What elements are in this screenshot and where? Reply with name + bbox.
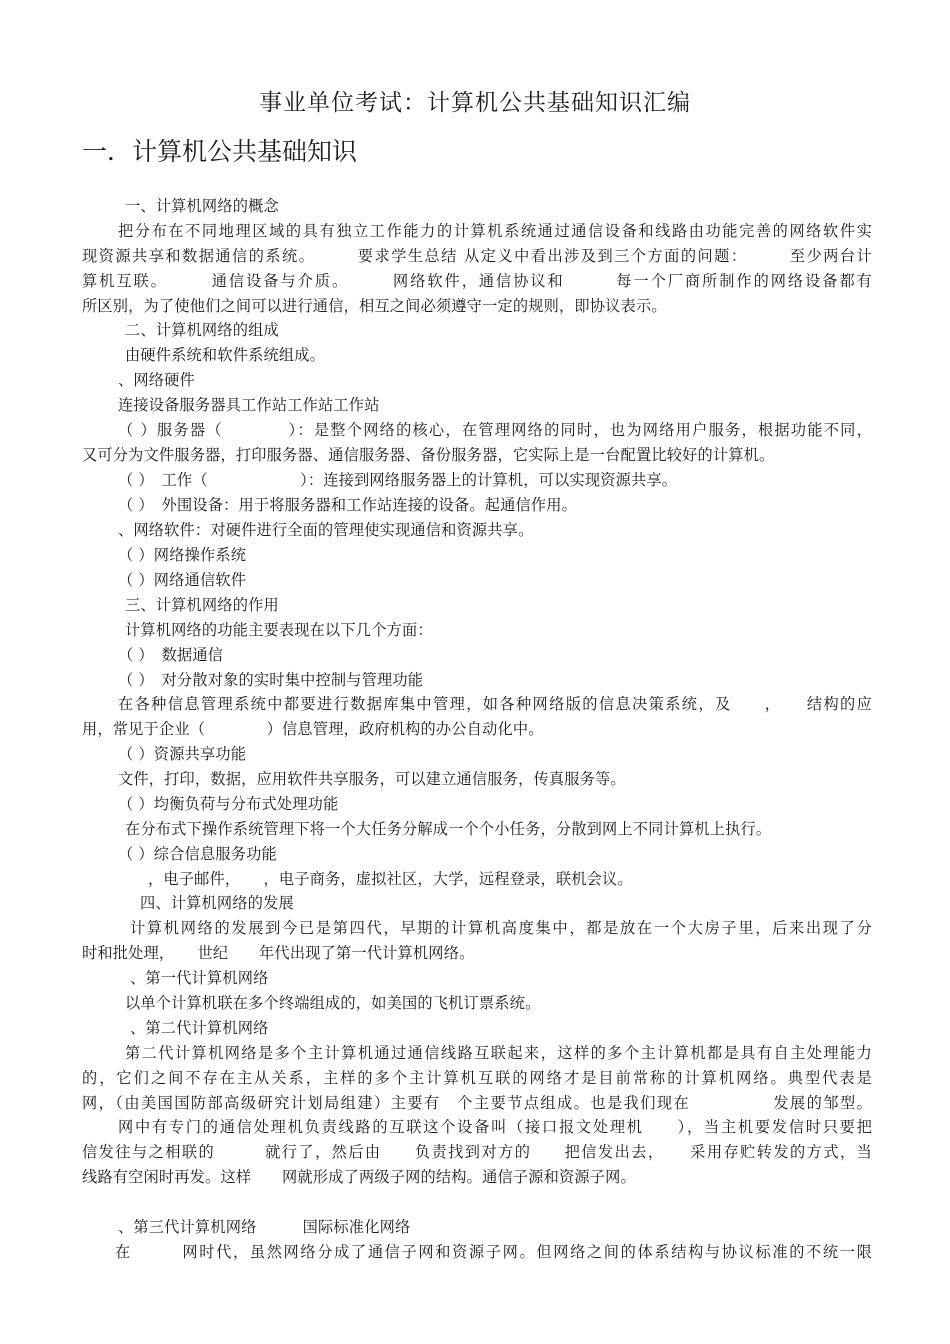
list-item: （ ） 数据通信 (118, 646, 224, 664)
paragraph-line: 在各种信息管理系统中都要进行数据库集中管理，如各种网络版的信息决策系统，及 ， 结构的应 (118, 695, 872, 713)
document-title: 事业单位考试：计算机公共基础知识汇编 (259, 90, 691, 116)
paragraph-line: 信发往与之相联的 就行了，然后由 负责找到对方的 把信发出去， 采用存贮转发的方式，当 (82, 1143, 872, 1161)
list-item: （ ） 对分散对象的实时集中控制与管理功能 (118, 671, 424, 689)
list-heading: 、第三代计算机网络 国际标准化网络 (118, 1218, 411, 1236)
list-heading: 、网络硬件 (118, 371, 195, 389)
paragraph-line: 计算机网络的发展到今已是第四代，早期的计算机高度集中，都是放在一个大房子里，后来出现了分 (130, 919, 872, 937)
paragraph-line: 时和批处理， 世纪 年代出现了第一代计算机网络。 (82, 944, 475, 962)
list-item: （ ）均衡负荷与分布式处理功能 (118, 795, 339, 813)
paragraph-line: 网中有专门的通信处理机负责线路的互联这个设备叫（接口报文处理机 ），当主机要发信时只要把 (118, 1118, 872, 1136)
list-heading: 、第二代计算机网络 (130, 1019, 269, 1037)
paragraph-line: 计算机网络的功能主要表现在以下几个方面： (125, 621, 433, 639)
list-item: （ ）综合信息服务功能 (118, 845, 277, 863)
paragraph-line: 由硬件系统和软件系统组成。 (125, 346, 326, 364)
paragraph-line: 所区别，为了使他们之间可以进行通信，相互之间必须遵守一定的规则，即协议表示。 (82, 297, 667, 315)
paragraph-line: 把分布在不同地理区域的具有独立工作能力的计算机系统通过通信设备和线路由功能完善的网络软件实 (118, 222, 872, 240)
paragraph-line: ，电子邮件， ，电子商务，虚拟社区，大学，远程登录，联机会议。 (148, 870, 633, 888)
paragraph-line: 在分布式下操作系统管理下将一个大任务分解成一个个小任务，分散到网上不同计算机上执行。 (125, 820, 772, 838)
list-item: （ ）资源共享功能 (118, 745, 247, 763)
list-item: （ ） 外围设备：用于将服务器和工作站连接的设备。起通信作用。 (118, 496, 578, 514)
list-item: （ ）网络通信软件 (118, 571, 247, 589)
paragraph-line: 算机互联。 通信设备与介质。 网络软件，通信协议和 每一个厂商所制作的网络设备都有 (82, 272, 872, 290)
paragraph-line: 现资源共享和数据通信的系统。 要求学生总结 从定义中看出涉及到三个方面的问题： 至少两台计 (82, 247, 872, 265)
list-heading: 、第一代计算机网络 (130, 969, 269, 987)
subheading-network-concept: 一、计算机网络的概念 (125, 197, 279, 215)
subheading-network-composition: 二、计算机网络的组成 (125, 321, 279, 339)
paragraph-line: 文件，打印，数据，应用软件共享服务，可以建立通信服务，传真服务等。 (118, 770, 626, 788)
paragraph-line: 在 网时代，虽然网络分成了通信子网和资源子网。但网络之间的体系结构与协议标准的不统一限 (115, 1243, 872, 1261)
paragraph-line: 连接设备服务器具工作站工作站工作站 (118, 396, 380, 414)
subheading-network-function: 三、计算机网络的作用 (125, 596, 279, 614)
list-item: （ ） 工作（ ）：连接到网络服务器上的计算机，可以实现资源共享。 (118, 471, 678, 489)
section-heading: 一．计算机公共基础知识 (82, 137, 358, 166)
paragraph-line: 以单个计算机联在多个终端组成的，如美国的飞机订票系统。 (125, 994, 541, 1012)
paragraph-line: 用，常见于企业（ ）信息管理，政府机构的办公自动化中。 (82, 720, 544, 738)
list-item: （ ）服务器（ ）：是整个网络的核心，在管理网络的同时，也为网络用户服务，根据功能不同， (118, 421, 872, 439)
subheading-network-development: 四、计算机网络的发展 (140, 894, 294, 912)
paragraph-line: 又可分为文件服务器，打印服务器、通信服务器、备份服务器，它实际上是一台配置比较好的计算机。 (82, 446, 775, 464)
list-item: （ ）网络操作系统 (118, 546, 247, 564)
paragraph-line: 线路有空闲时再发。这样 网就形成了两级子网的结构。通信子源和资源子网。 (82, 1168, 636, 1186)
paragraph-line: 网，（由美国国防部高级研究计划局组建）主要有 个主要节点组成。也是我们现在 发展的邹型。 (82, 1094, 872, 1112)
paragraph-line: 第二代计算机网络是多个主计算机通过通信线路互联起来，这样的多个主计算机都是具有自主处理能力 (125, 1044, 872, 1062)
paragraph-line: 的，它们之间不存在主从关系，主样的多个主计算机互联的网络才是目前常称的计算机网络。典型代表是 (82, 1069, 872, 1087)
list-heading: 、网络软件：对硬件进行全面的管理使实现通信和资源共享。 (118, 521, 534, 539)
